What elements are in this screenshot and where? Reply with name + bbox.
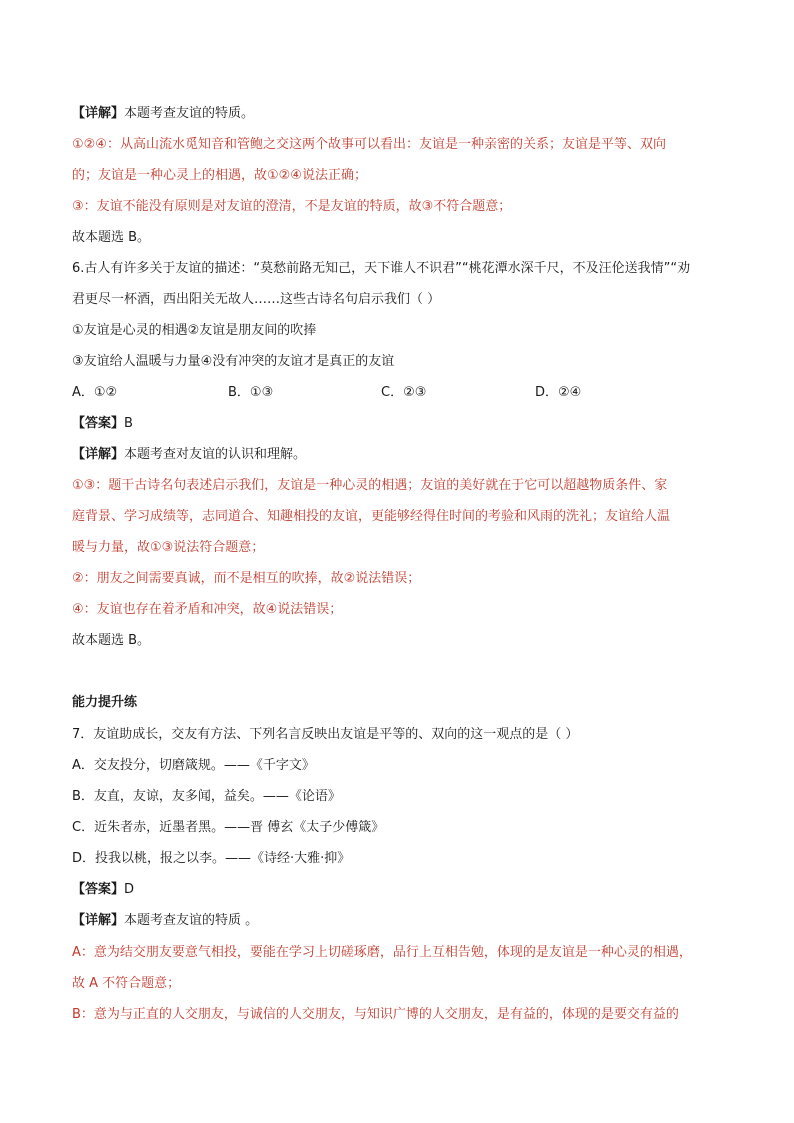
detail-tag: 【详解】	[72, 447, 125, 462]
detail-text: 本题考查友谊的特质。	[124, 106, 255, 121]
analysis-line: 暖与力量，故①③说法符合题意；	[72, 540, 265, 555]
detail-tag: 【详解】	[72, 913, 125, 928]
analysis-line: ①③：题干古诗名句表述启示我们，友谊是一种心灵的相遇；友谊的美好就在于它可以超越物质条件、家	[72, 478, 668, 493]
option-c: C．近朱者赤，近墨者黑。——晋 傅玄《太子少傅箴》	[72, 820, 385, 835]
answer-value: D	[124, 882, 135, 897]
analysis-line: ①②④：从高山流水觅知音和管鲍之交这两个故事可以看出：友谊是一种亲密的关系；友谊是平等、双向	[72, 137, 666, 152]
question-item-line: ③友谊给人温暖与力量④没有冲突的友谊才是真正的友谊	[72, 354, 395, 369]
answer-tag: 【答案】	[72, 882, 125, 897]
analysis-line: 庭背景、学习成绩等，志同道合、知趣相投的友谊，更能够经得住时间的考验和风雨的洗礼；友谊给人温	[72, 509, 671, 524]
detail-line	[72, 912, 732, 930]
question-stem: 7．友谊助成长，交友有方法、下列名言反映出友谊是平等的、双向的这一观点的是（ ）	[72, 727, 579, 742]
detail-line	[72, 105, 732, 123]
section-title: 能力提升练	[72, 695, 138, 710]
analysis-line: 故 A 不符合题意；	[72, 976, 181, 991]
option-b: B．①③	[228, 385, 274, 400]
options-row	[72, 384, 732, 402]
question-stem: 6.古人有许多关于友谊的描述：“莫愁前路无知己，天下谁人不识君”“桃花潭水深千尺，不及汪伦送我情”“劝	[72, 261, 691, 276]
question-item-line: ①友谊是心灵的相遇②友谊是朋友间的吹捧	[72, 323, 317, 338]
analysis-line: ②：朋友之间需要真诚，而不是相互的吹捧，故②说法错误；	[72, 571, 421, 586]
analysis-line: ④：友谊也存在着矛盾和冲突，故④说法错误；	[72, 602, 343, 617]
analysis-line: B：意为与正直的人交朋友，与诚信的人交朋友，与知识广博的人交朋友，是有益的，体现的是要交有益的	[72, 1007, 679, 1022]
conclusion-line: 故本题选 B。	[72, 230, 151, 245]
detail-text: 本题考查友谊的特质 。	[124, 913, 259, 928]
detail-line	[72, 446, 732, 464]
option-c: C．②③	[381, 385, 427, 400]
answer-line	[72, 415, 732, 433]
detail-text: 本题考查对友谊的认识和理解。	[124, 447, 307, 462]
conclusion-line: 故本题选 B。	[72, 633, 151, 648]
option-b: B．友直，友谅，友多闻，益矣。——《论语》	[72, 789, 341, 804]
option-d: D．②④	[535, 385, 582, 400]
analysis-line: A：意为结交朋友要意气相投，要能在学习上切磋琢磨，品行上互相告勉，体现的是友谊是一种心灵的相遇，	[72, 945, 692, 960]
option-a: A．①②	[72, 385, 118, 400]
analysis-line: ③：友谊不能没有原则是对友谊的澄清，不是友谊的特质，故③不符合题意；	[72, 199, 512, 214]
question-stem: 君更尽一杯酒，西出阳关无故人……这些古诗名句启示我们（ ）	[72, 292, 441, 307]
analysis-line: 的；友谊是一种心灵上的相遇，故①②④说法正确；	[72, 168, 367, 183]
detail-tag: 【详解】	[72, 106, 125, 121]
option-d: D．投我以桃，报之以李。——《诗经·大雅·抑》	[72, 851, 351, 866]
answer-tag: 【答案】	[72, 416, 125, 431]
answer-value: B	[124, 416, 133, 431]
option-a: A．交友投分，切磨箴规。——《千字文》	[72, 758, 315, 773]
answer-line	[72, 881, 732, 899]
